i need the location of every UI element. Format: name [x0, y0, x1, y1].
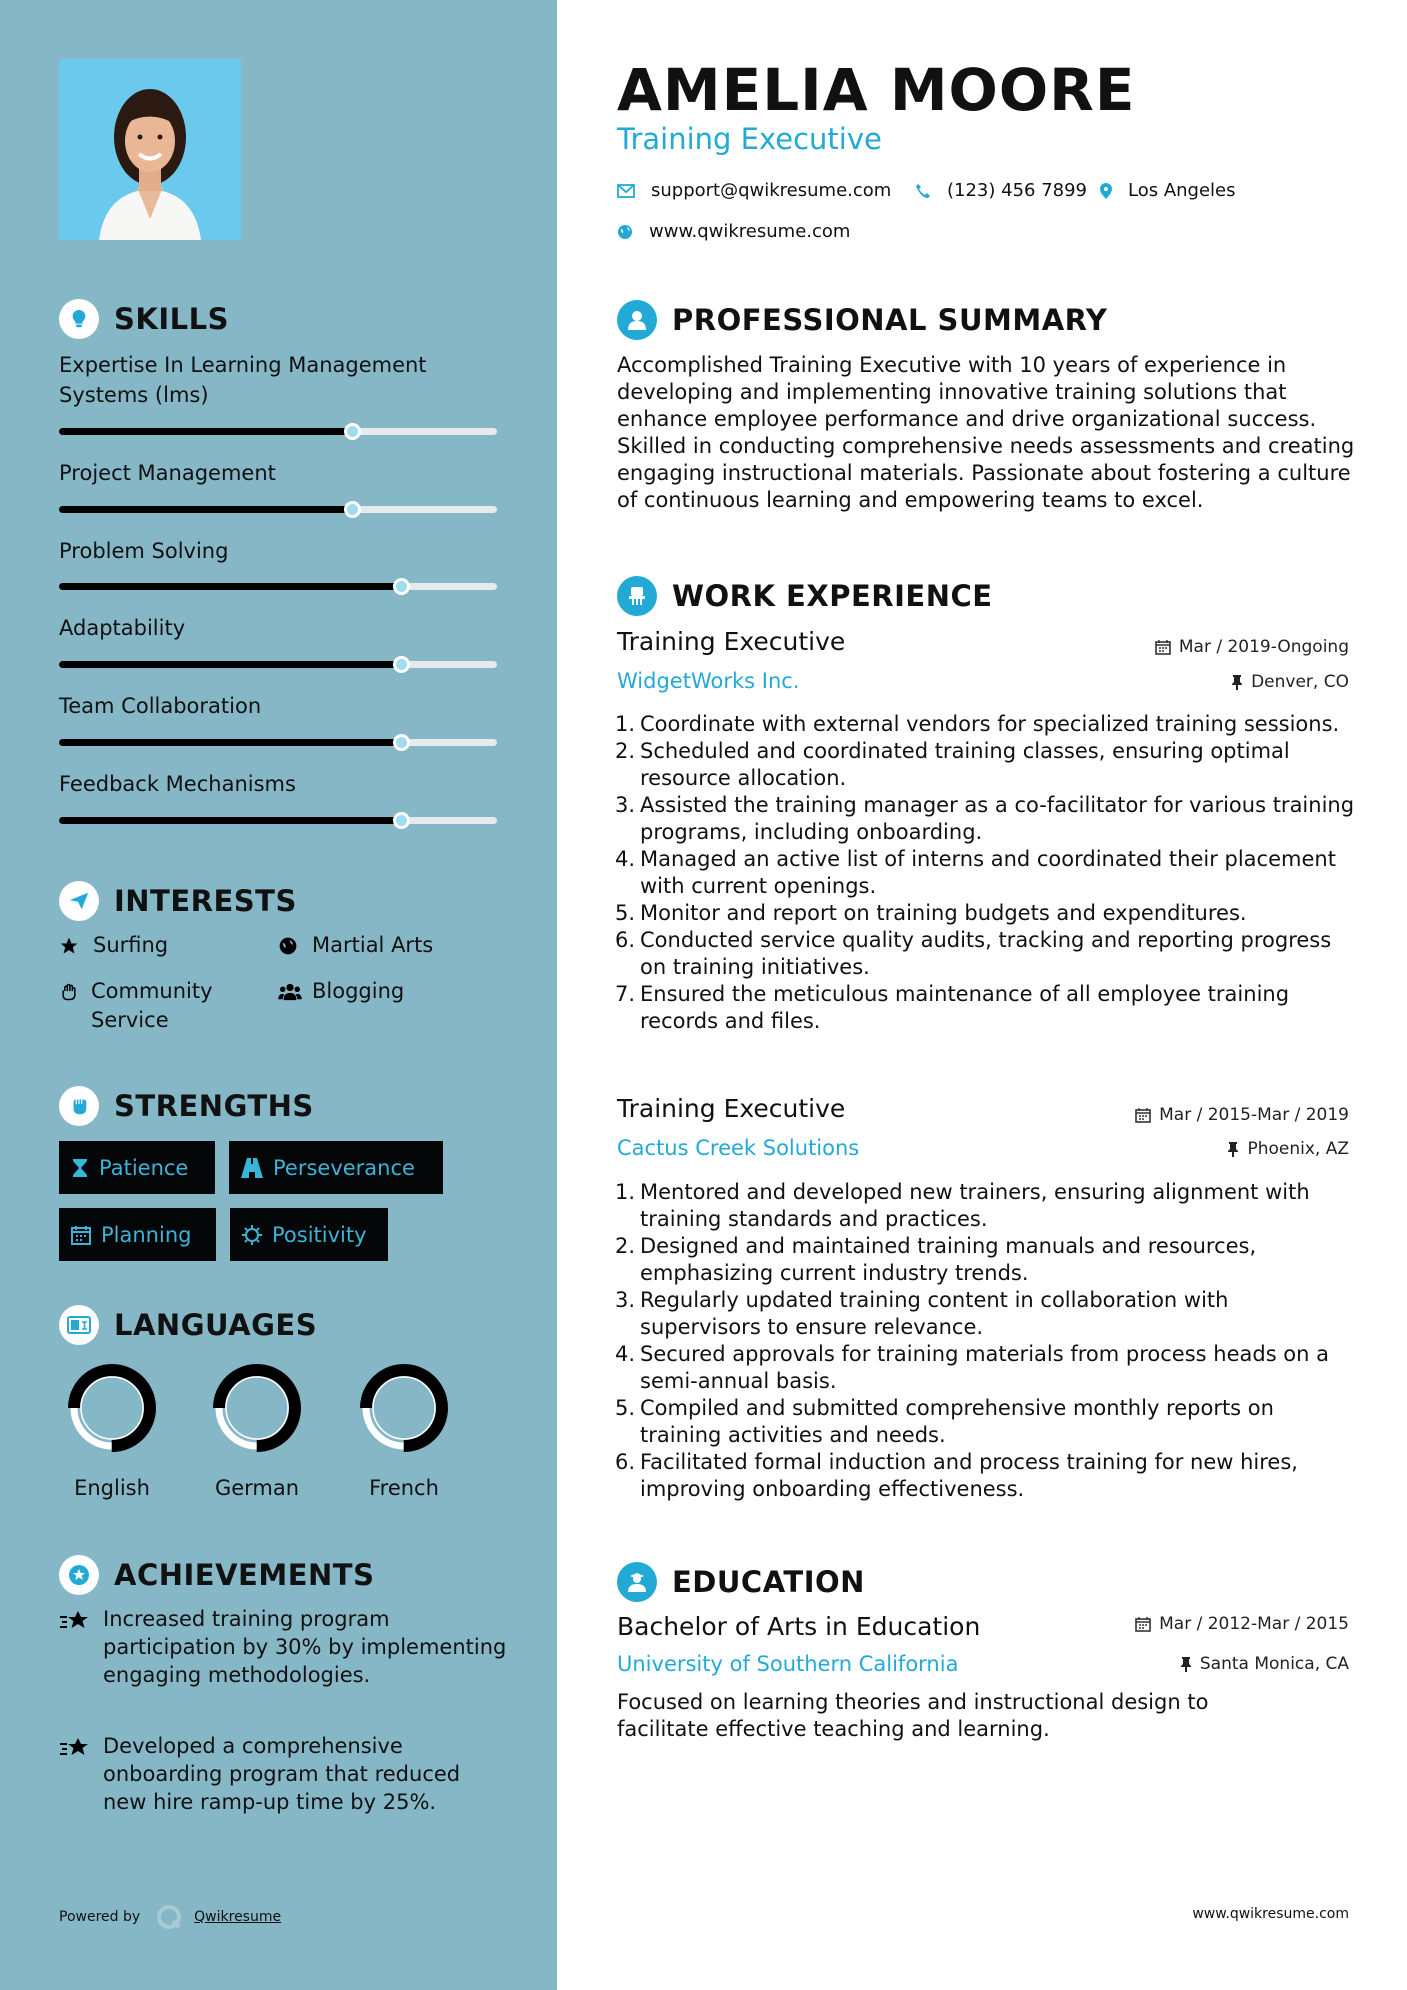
skill-bar-knob [344, 423, 361, 440]
duty-item [610, 1449, 1355, 1503]
skill-bar-fill [59, 583, 401, 590]
strength-label: Positivity [272, 1222, 367, 1247]
summary-title: PROFESSIONAL SUMMARY [672, 303, 1108, 337]
duty-item [610, 1233, 1355, 1287]
strength-badge [230, 1208, 388, 1261]
company-name: WidgetWorks Inc. [617, 669, 800, 693]
duty-text: Managed an active list of interns and coordinated their placement with current openings. [640, 847, 1336, 898]
duty-item [610, 981, 1355, 1035]
interest-item [278, 931, 433, 964]
interests-header [59, 881, 297, 921]
footer-website[interactable]: www.qwikresume.com [1192, 1906, 1349, 1922]
job-title: Training Executive [617, 627, 846, 656]
powered-by [59, 1902, 281, 1932]
duty-item [610, 927, 1355, 981]
calendar-icon [1155, 639, 1171, 655]
duty-item [610, 1341, 1355, 1395]
shooting-star-icon [59, 1605, 91, 1637]
phone-icon [915, 183, 931, 199]
degree-name: Bachelor of Arts in Education [617, 1612, 981, 1641]
summary-header [617, 300, 1107, 340]
language-icon [59, 1305, 99, 1345]
duty-number: 2. [614, 739, 635, 763]
profile-photo [59, 59, 241, 240]
chair-icon [617, 576, 657, 616]
achievement-text: Developed a comprehensive onboarding program that reduced new hire ramp-up time by 25%. [103, 1734, 461, 1814]
contact-phone [915, 180, 1087, 201]
education-description: Focused on learning theories and instructional design to facilitate effective teaching and learning. [617, 1690, 1209, 1741]
website-link[interactable]: www.qwikresume.com [649, 221, 851, 242]
qwikresume-link[interactable]: Qwikresume [194, 1909, 282, 1925]
duty-item [610, 738, 1355, 792]
candidate-role: Training Executive [617, 122, 882, 156]
strength-badge [59, 1208, 216, 1261]
email-link[interactable]: support@qwikresume.com [651, 180, 892, 201]
shooting-star-icon [59, 1732, 91, 1764]
location-text: Denver, CO [1251, 672, 1349, 692]
globe-icon [278, 931, 300, 964]
duty-number: 6. [614, 1450, 635, 1474]
pushpin-icon [1227, 1141, 1239, 1157]
skill-name: Adaptability [59, 616, 186, 640]
skill-bar [59, 817, 497, 824]
duty-text: Facilitated formal induction and process training for new hires, improving onboarding effectiveness. [640, 1450, 1298, 1501]
duty-text: Monitor and report on training budgets and expenditures. [640, 901, 1247, 925]
users-icon [278, 977, 300, 1010]
duty-number: 3. [614, 1288, 635, 1312]
job-duties [610, 1179, 1355, 1503]
powered-by-label: Powered by [59, 1909, 141, 1925]
hand-icon [59, 977, 79, 1010]
skill-bar [59, 506, 497, 513]
skill-bar-knob [393, 812, 410, 829]
duty-item [610, 711, 1355, 738]
map-pin-icon [1100, 183, 1112, 199]
skill-bar-fill [59, 428, 352, 435]
interest-item [59, 977, 259, 1035]
contact-email [617, 180, 891, 201]
skill-name: Project Management [59, 461, 276, 485]
duty-number: 4. [614, 847, 635, 871]
skill-bar-knob [344, 501, 361, 518]
hourglass-icon [71, 1158, 89, 1178]
duty-text: Coordinate with external vendors for specialized training sessions. [640, 712, 1340, 736]
pushpin-icon [1180, 1656, 1192, 1672]
language-ring [359, 1363, 449, 1453]
skill-bar-fill [59, 817, 401, 824]
languages-header [59, 1305, 317, 1345]
language-ring [67, 1363, 157, 1453]
qwikresume-logo-icon [154, 1902, 184, 1932]
education-dates [1135, 1614, 1349, 1634]
strength-badge [229, 1141, 443, 1194]
duty-text: Designed and maintained training manuals and resources, emphasizing current industry trends. [640, 1234, 1257, 1285]
location-text: Santa Monica, CA [1199, 1654, 1349, 1674]
skill-name: Team Collaboration [59, 694, 262, 718]
strengths-header [59, 1086, 314, 1126]
skill-bar [59, 428, 497, 435]
fist-icon [59, 1086, 99, 1126]
job-location [1231, 672, 1349, 692]
star-icon [59, 931, 81, 964]
candidate-name: AMELIA MOORE [617, 56, 1136, 124]
duty-item [610, 1395, 1355, 1449]
duty-text: Regularly updated training content in collaboration with supervisors to ensure relevance. [640, 1288, 1229, 1339]
interest-item [59, 931, 168, 964]
duty-text: Mentored and developed new trainers, ensuring alignment with training standards and practices. [640, 1180, 1310, 1231]
location-text: Los Angeles [1128, 180, 1236, 201]
phone-number[interactable]: (123) 456 7899 [947, 180, 1088, 201]
duty-number: 5. [614, 901, 635, 925]
duty-text: Scheduled and coordinated training classes, ensuring optimal resource allocation. [640, 739, 1290, 790]
strength-label: Perseverance [273, 1155, 415, 1180]
duty-text: Ensured the meticulous maintenance of all employee training records and files. [640, 982, 1290, 1033]
duty-text: Secured approvals for training materials from process heads on a semi-annual basis. [640, 1342, 1330, 1393]
achievement-item [59, 1605, 509, 1689]
portrait-image [59, 59, 241, 240]
skill-bar [59, 583, 497, 590]
achievements-title: ACHIEVEMENTS [114, 1558, 375, 1592]
school-name: University of Southern California [617, 1652, 959, 1676]
location-text: Phoenix, AZ [1247, 1139, 1349, 1159]
duty-item [610, 1179, 1355, 1233]
education-title: EDUCATION [672, 1565, 865, 1599]
experience-title: WORK EXPERIENCE [672, 579, 993, 613]
road-icon [241, 1158, 263, 1178]
interest-label: Blogging [312, 979, 405, 1003]
duty-text: Compiled and submitted comprehensive monthly reports on training activities and needs. [640, 1396, 1274, 1447]
skill-bar [59, 661, 497, 668]
user-icon [617, 300, 657, 340]
languages-title: LANGUAGES [114, 1308, 318, 1342]
strengths-title: STRENGTHS [114, 1089, 314, 1123]
duty-number: 5. [614, 1396, 635, 1420]
experience-header [617, 576, 993, 616]
lightbulb-icon [59, 299, 99, 339]
language-name: English [74, 1476, 150, 1500]
paper-plane-icon [59, 881, 99, 921]
interest-label: Surfing [93, 933, 169, 957]
summary-text: Accomplished Training Executive with 10 years of experience in developing and implementing innovative training solutions that enhance employee performance and drive organizational success. Skilled in conducting comprehensive needs assessments and creating engaging instructional materials. Passionate about fostering a culture of continuous learning and empowering teams to excel. [617, 353, 1355, 512]
interest-item [278, 977, 404, 1010]
calendar-icon [1135, 1616, 1151, 1632]
language-name: German [214, 1476, 300, 1500]
duty-number: 2. [614, 1234, 635, 1258]
interest-label: Martial Arts [312, 933, 434, 957]
duty-item [610, 1287, 1355, 1341]
skills-header [59, 299, 229, 339]
duty-number: 4. [614, 1342, 635, 1366]
duty-number: 6. [614, 928, 635, 952]
skill-bar-fill [59, 661, 401, 668]
skill-name: Expertise In Learning Management Systems (lms) [59, 353, 427, 407]
company-name: Cactus Creek Solutions [617, 1136, 860, 1160]
duty-text: Assisted the training manager as a co-facilitator for various training programs, including onboarding. [640, 793, 1355, 844]
achievement-item [59, 1732, 509, 1816]
skill-bar-fill [59, 739, 401, 746]
duty-item [610, 792, 1355, 846]
sidebar [0, 0, 557, 1990]
date-range: Mar / 2012-Mar / 2015 [1159, 1614, 1349, 1634]
contact-location [1100, 180, 1236, 201]
date-range: Mar / 2019-Ongoing [1178, 637, 1349, 657]
language-ring [212, 1363, 302, 1453]
strength-label: Planning [101, 1222, 192, 1247]
skill-bar-knob [393, 734, 410, 751]
skills-title: SKILLS [114, 302, 229, 336]
job-location [1227, 1139, 1349, 1159]
achievement-text: Increased training program participation by 30% by implementing engaging methodologies. [103, 1607, 507, 1687]
date-range: Mar / 2015-Mar / 2019 [1159, 1105, 1349, 1125]
pushpin-icon [1231, 674, 1243, 690]
language-name: French [369, 1476, 439, 1500]
skill-name: Feedback Mechanisms [59, 772, 296, 796]
calendar-icon [71, 1225, 91, 1245]
education-header [617, 1562, 865, 1602]
interests-title: INTERESTS [114, 884, 297, 918]
envelope-icon [617, 184, 635, 198]
language-ring-inner [226, 1377, 288, 1439]
duty-number: 3. [614, 793, 635, 817]
duty-number: 7. [614, 982, 635, 1006]
interest-label: Community Service [91, 979, 213, 1032]
globe-icon [617, 224, 633, 240]
strength-label: Patience [99, 1155, 189, 1180]
duty-text: Conducted service quality audits, tracking and reporting progress on training initiatives. [640, 928, 1332, 979]
job-dates [1135, 1105, 1349, 1125]
skill-bar-knob [393, 656, 410, 673]
language-ring-inner [373, 1377, 435, 1439]
calendar-icon [1135, 1107, 1151, 1123]
duty-item [610, 846, 1355, 900]
duty-item [610, 900, 1355, 927]
duty-number: 1. [614, 712, 635, 736]
job-title: Training Executive [617, 1094, 846, 1123]
graduation-icon [617, 1562, 657, 1602]
star-badge-icon [59, 1555, 99, 1595]
skill-bar-fill [59, 506, 352, 513]
job-duties [610, 711, 1355, 1035]
strength-badge [59, 1141, 215, 1194]
skill-bar-knob [393, 578, 410, 595]
skill-name: Problem Solving [59, 539, 229, 563]
contact-website [617, 221, 850, 242]
skill-bar [59, 739, 497, 746]
duty-number: 1. [614, 1180, 635, 1204]
achievements-header [59, 1555, 374, 1595]
job-dates [1155, 637, 1349, 657]
sun-icon [242, 1225, 262, 1245]
education-location [1180, 1654, 1349, 1674]
language-ring-inner [81, 1377, 143, 1439]
